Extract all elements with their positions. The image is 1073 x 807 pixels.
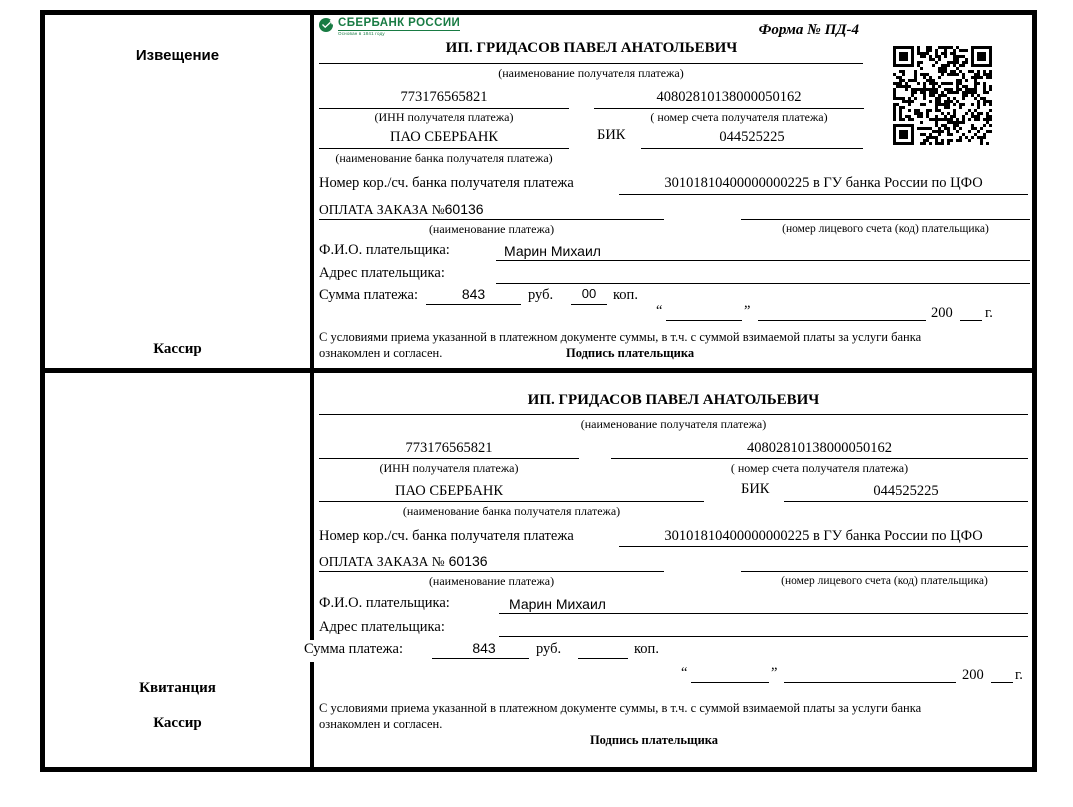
notice-payment-name-label: (наименование платежа) (428, 222, 555, 236)
receipt-personal-account-label: (номер лицевого счета (код) плательщика) (781, 575, 988, 587)
receipt-date-quote-open: “ (681, 665, 688, 681)
receipt-amount-kop-rule (578, 658, 628, 659)
receipt-section (45, 373, 1032, 767)
notice-bik-value: 044525225 (719, 129, 785, 145)
notice-payer-address-rule (496, 283, 1030, 284)
receipt-title: Квитанция (139, 680, 216, 696)
notice-personal-account-label: (номер лицевого счета (код) плательщика) (782, 223, 989, 235)
receipt-content (304, 373, 1032, 767)
notice-title: Извещение (135, 47, 220, 64)
notice-order-number: 60136 (444, 201, 484, 217)
receipt-date-month-rule (784, 682, 956, 683)
notice-amount-kop-value: 00 (581, 286, 597, 301)
notice-date-quote-open: “ (656, 303, 663, 319)
receipt-account-value: 40802810138000050162 (747, 440, 892, 456)
qr-code (892, 45, 994, 147)
notice-rub-label: руб. (528, 287, 554, 303)
receipt-cashier-label: Кассир (153, 715, 202, 731)
notice-payer-name-label: Ф.И.О. плательщика: (319, 242, 450, 258)
receipt-corr-account-label: Номер кор./сч. банка получателя платежа (319, 528, 574, 544)
notice-payment-name-rule (319, 219, 664, 220)
notice-amount-rub-value: 843 (461, 286, 486, 302)
receipt-recipient-name-label: (наименование получателя платежа) (580, 417, 767, 431)
notice-agreement-line1: С условиями приема указанной в платежном документе суммы, в т.ч. с суммой взимаемой платы за услуги банка (319, 330, 922, 344)
notice-date-year-rule (960, 320, 982, 321)
receipt-bik-rule (784, 501, 1028, 502)
notice-inn-value: 773176565821 (400, 89, 488, 105)
receipt-account-rule (611, 458, 1028, 459)
receipt-personal-account-rule (741, 571, 1028, 572)
notice-date-day-rule (666, 320, 742, 321)
receipt-bik-label: БИК (741, 481, 770, 497)
notice-date-year-suffix: г. (985, 305, 993, 321)
receipt-order-number: 60136 (448, 553, 488, 569)
notice-bank-name-value: ПАО СБЕРБАНК (390, 129, 498, 145)
receipt-amount-rub-rule (432, 658, 529, 659)
notice-inn-label: (ИНН получателя платежа) (374, 110, 514, 124)
receipt-date-year-suffix: г. (1015, 667, 1023, 683)
notice-recipient-name-rule (319, 63, 863, 64)
notice-account-rule (594, 108, 864, 109)
sberbank-logo (318, 17, 460, 36)
receipt-payer-name-label: Ф.И.О. плательщика: (319, 595, 450, 611)
receipt-rub-label: руб. (536, 641, 562, 657)
notice-amount-kop-rule (571, 304, 607, 305)
receipt-recipient-name-rule (319, 414, 1028, 415)
notice-cashier-label: Кассир (153, 341, 202, 357)
form-number: Форма № ПД-4 (758, 22, 859, 38)
receipt-bank-name-rule (319, 501, 704, 502)
notice-content (314, 15, 1032, 368)
notice-account-value: 40802810138000050162 (656, 89, 802, 105)
receipt-corr-account-rule (619, 546, 1028, 547)
notice-date-quote-close: ” (744, 303, 751, 319)
receipt-bik-value: 044525225 (873, 483, 939, 499)
receipt-payer-address-label: Адрес плательщика: (319, 619, 445, 635)
notice-date-month-rule (758, 320, 926, 321)
notice-kop-label: коп. (613, 287, 638, 303)
receipt-signature-label: Подпись плательщика (589, 733, 719, 747)
notice-account-label: ( номер счета получателя платежа) (650, 110, 828, 124)
notice-personal-account-rule (741, 219, 1030, 220)
receipt-corr-account-value: 30101810400000000225 в ГУ банка России по ЦФО (664, 528, 983, 544)
notice-bank-name-label: (наименование банка получателя платежа) (335, 151, 553, 165)
notice-agreement-line2: ознакомлен и согласен. (319, 346, 443, 360)
notice-corr-account-rule (619, 194, 1028, 195)
receipt-kop-label: коп. (634, 641, 659, 657)
notice-section (45, 15, 1032, 368)
receipt-bank-name-value: ПАО СБЕРБАНК (395, 483, 503, 499)
receipt-inn-label: (ИНН получателя платежа) (379, 461, 519, 475)
receipt-amount-rub-value: 843 (472, 640, 496, 656)
notice-payer-name-value: Марин Михаил (504, 243, 601, 259)
sberbank-logo-text: СБЕРБАНК РОССИИ (338, 17, 461, 29)
notice-bik-label: БИК (597, 127, 626, 143)
notice-signature-label: Подпись плательщика (566, 346, 695, 360)
notice-payment-purpose-label: ОПЛАТА ЗАКАЗА № (319, 202, 445, 217)
receipt-payment-purpose (319, 553, 488, 570)
notice-left-column (45, 15, 310, 368)
notice-bank-name-rule (319, 148, 569, 149)
notice-corr-account-value: 30101810400000000225 в ГУ банка России по ЦФО (664, 175, 983, 191)
receipt-amount-label: Сумма платежа: (304, 641, 403, 657)
receipt-date-year-prefix: 200 (962, 667, 984, 683)
notice-inn-rule (319, 108, 569, 109)
receipt-payment-name-rule (319, 571, 664, 572)
notice-date-year-prefix: 200 (931, 305, 953, 321)
notice-amount-label: Сумма платежа: (319, 287, 418, 303)
receipt-account-label: ( номер счета получателя платежа) (730, 461, 909, 475)
receipt-agreement-line2: ознакомлен и согласен. (319, 717, 443, 731)
sberbank-logo-tagline: Основан в 1841 году (338, 31, 385, 36)
notice-recipient-name-label: (наименование получателя платежа) (498, 66, 684, 80)
notice-amount-rub-rule (426, 304, 521, 305)
receipt-agreement-line1: С условиями приема указанной в платежном документе суммы, в т.ч. с суммой взимаемой платы за услуги банка (319, 701, 922, 715)
receipt-bank-name-label: (наименование банка получателя платежа) (402, 504, 621, 518)
receipt-payer-name-value: Марин Михаил (509, 596, 606, 612)
receipt-date-quote-close: ” (771, 665, 778, 681)
receipt-inn-rule (319, 458, 579, 459)
notice-bik-rule (641, 148, 863, 149)
receipt-inn-value: 773176565821 (405, 440, 493, 456)
receipt-payment-name-label: (наименование платежа) (428, 574, 555, 588)
notice-payer-address-label: Адрес плательщика: (319, 265, 445, 281)
notice-recipient-name-value: ИП. ГРИДАСОВ ПАВЕЛ АНАТОЛЬЕВИЧ (445, 40, 738, 56)
receipt-date-day-rule (691, 682, 769, 683)
receipt-recipient-name-value: ИП. ГРИДАСОВ ПАВЕЛ АНАТОЛЬЕВИЧ (527, 392, 820, 408)
notice-corr-account-label: Номер кор./сч. банка получателя платежа (319, 175, 574, 191)
notice-payment-purpose (319, 201, 484, 218)
receipt-payment-purpose-label: ОПЛАТА ЗАКАЗА № (319, 554, 445, 569)
receipt-date-year-rule (991, 682, 1013, 683)
pd4-form (40, 10, 1037, 772)
receipt-left-column (45, 373, 310, 767)
sberbank-logo-icon (318, 17, 334, 33)
receipt-payer-name-rule (499, 613, 1028, 614)
notice-payer-name-rule (496, 260, 1030, 261)
receipt-payer-address-rule (499, 636, 1028, 637)
